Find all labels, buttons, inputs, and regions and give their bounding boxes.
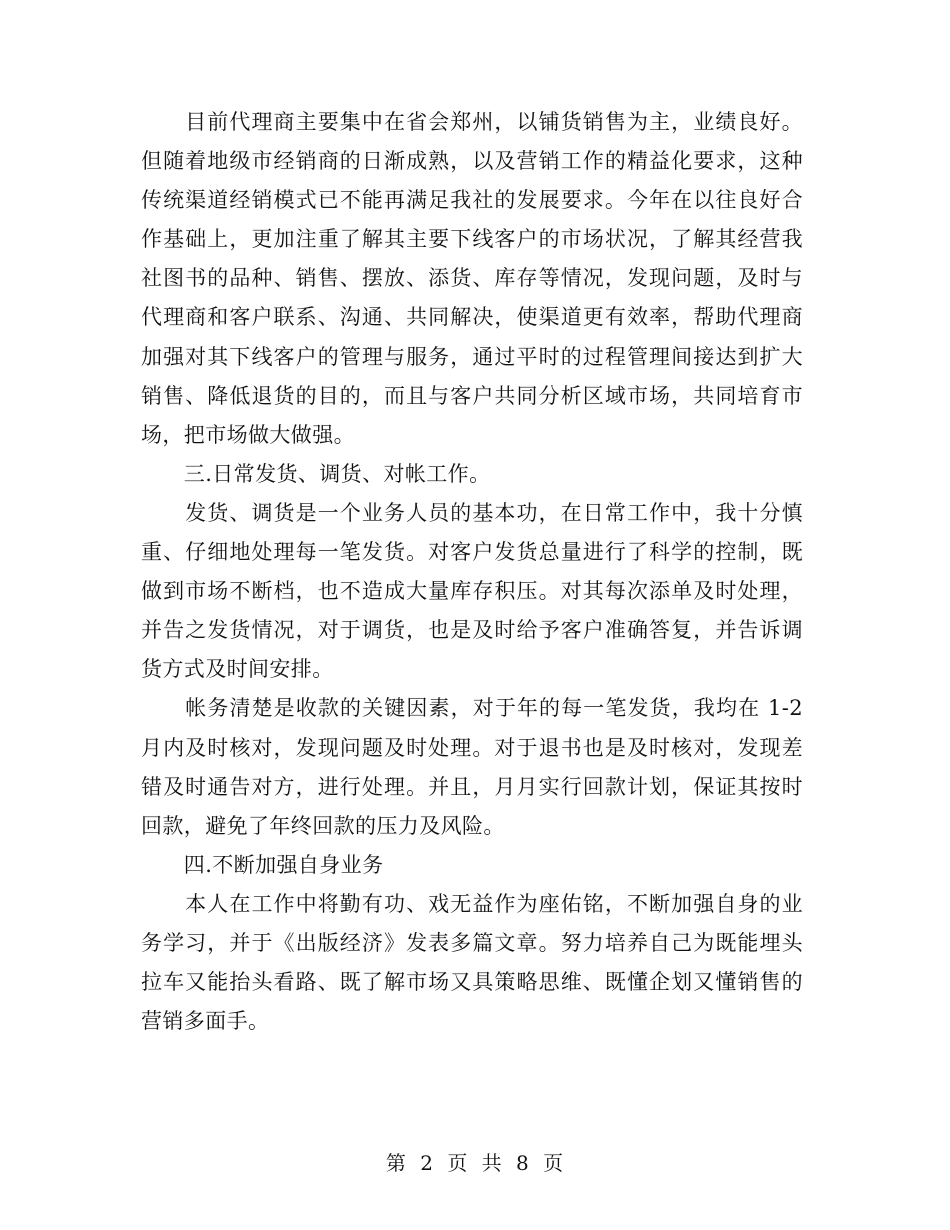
text-line: 货方式及时间安排。 xyxy=(141,657,334,682)
page-footer: 第 2 页 共 8 页 xyxy=(385,1151,565,1175)
text-line: 重、仔细地处理每一笔发货。对客户发货总量进行了科学的控制，既 xyxy=(141,540,803,565)
text-line: 作基础上，更加注重了解其主要下线客户的市场状况，了解其经营我 xyxy=(141,227,803,252)
text-line: 场，把市场做大做强。 xyxy=(141,422,355,447)
text-line: 但随着地级市经销商的日渐成熟，以及营销工作的精益化要求，这种 xyxy=(141,149,803,174)
text-line: 四.不断加强自身业务 xyxy=(141,852,384,877)
text-line: 做到市场不断档，也不造成大量库存积压。对其每次添单及时处理， xyxy=(141,579,803,604)
text-line: 错及时通告对方，进行处理。并且，月月实行回款计划，保证其按时 xyxy=(141,774,803,799)
text-line: 帐务清楚是收款的关键因素，对于年的每一笔发货，我均在 1-2 xyxy=(141,696,803,721)
text-line: 社图书的品种、销售、摆放、添货、库存等情况，发现问题，及时与 xyxy=(141,266,803,291)
body-text xyxy=(141,103,803,1041)
text-line: 代理商和客户联系、沟通、共同解决，使渠道更有效率，帮助代理商 xyxy=(141,305,803,330)
text-line: 三.日常发货、调货、对帐工作。 xyxy=(141,461,491,486)
text-line: 回款，避免了年终回款的压力及风险。 xyxy=(141,813,505,838)
text-line: 本人在工作中将勤有功、戏无益作为座佑铭，不断加强自身的业 xyxy=(141,891,803,916)
text-line: 传统渠道经销模式已不能再满足我社的发展要求。今年在以往良好合 xyxy=(141,188,803,213)
text-line: 营销多面手。 xyxy=(141,1009,270,1034)
text-line: 并告之发货情况，对于调货，也是及时给予客户准确答复，并告诉调 xyxy=(141,618,803,643)
text-line: 目前代理商主要集中在省会郑州，以铺货销售为主，业绩良好。 xyxy=(141,110,803,134)
text-line: 销售、降低退货的目的，而且与客户共同分析区域市场，共同培育市 xyxy=(141,383,803,408)
text-line: 拉车又能抬头看路、既了解市场又具策略思维、既懂企划又懂销售的 xyxy=(141,970,803,995)
text-line: 发货、调货是一个业务人员的基本功，在日常工作中，我十分慎 xyxy=(141,500,803,525)
text-line: 月内及时核对，发现问题及时处理。对于退书也是及时核对，发现差 xyxy=(141,735,803,760)
text-line: 务学习，并于《出版经济》发表多篇文章。努力培养自己为既能埋头 xyxy=(141,930,803,955)
text-line: 加强对其下线客户的管理与服务，通过平时的过程管理间接达到扩大 xyxy=(141,344,803,369)
